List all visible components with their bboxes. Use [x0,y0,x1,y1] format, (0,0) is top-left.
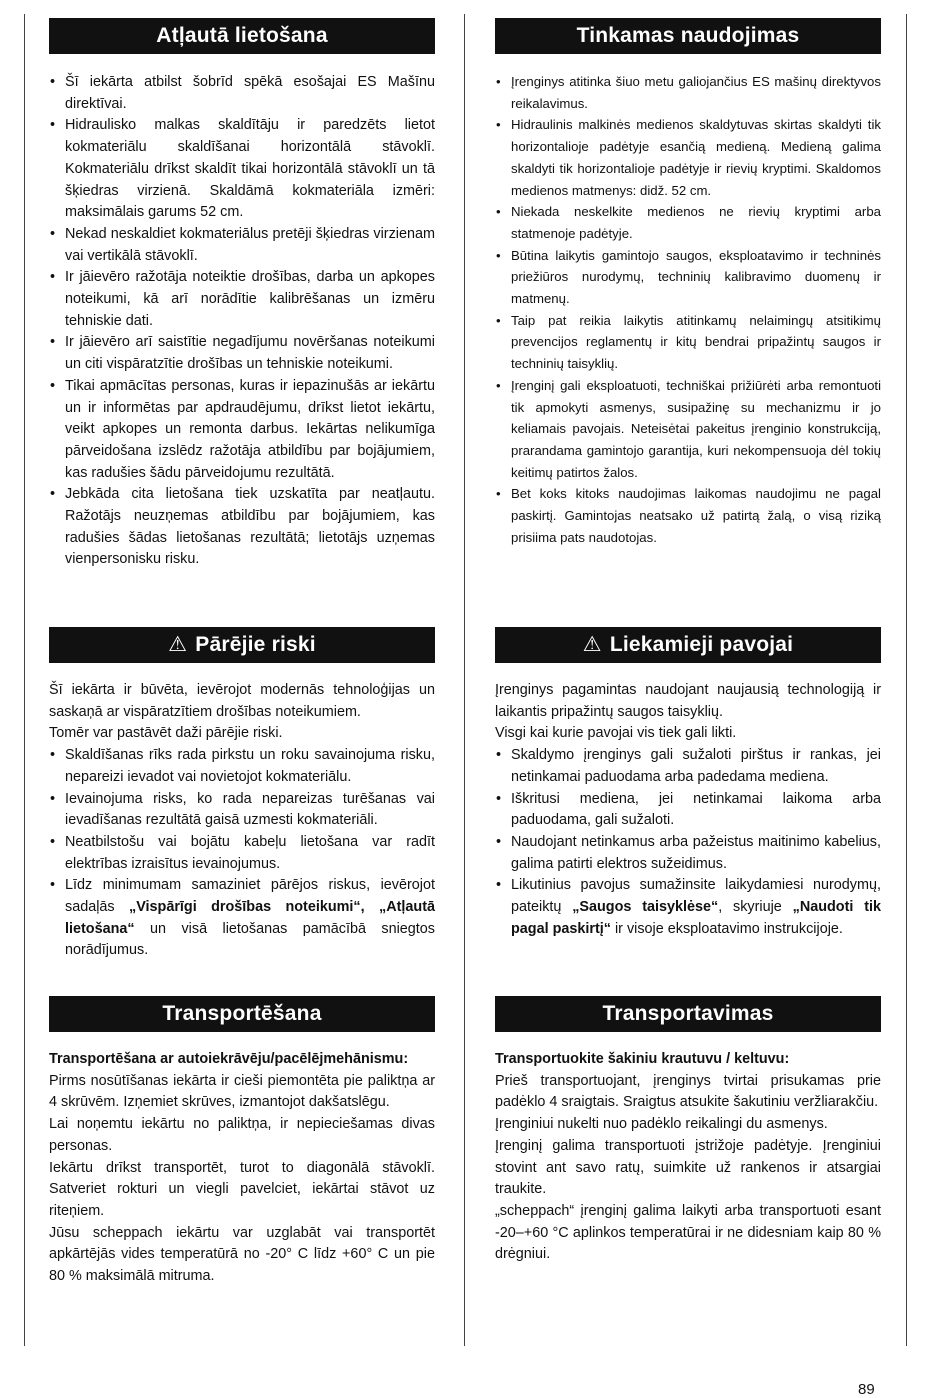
list-item: • Taip pat reikia laikytis atitinkamų nelaimingų atsitikimų prevencijos reglamentų ir kitų bendrai pripažintų saugos ir techninių taisyklių. [495,310,881,375]
intro-paragraph: Visgi kai kurie pavojai vis tiek gali likti. [495,725,737,742]
bold-reference: „Naudoti tik pagal paskirtį“ [511,899,881,937]
intro-paragraph: Šī iekārta ir būvēta, ievērojot modernās tehnoloģijas un saskaņā ar vispāratzītiem drošības noteikumiem. [49,682,435,720]
intro-paragraph: Įrenginys pagamintas naudojant naujausią technologiją ir laikantis pripažintų saugos taisyklių. [495,682,881,720]
bullet-list [49,72,435,571]
text-run: , skyriuje [718,899,793,916]
paragraph: Prieš transportuojant, įrenginys tvirtai prisukamas prie padėklo 4 sraigtais. Sraigtus atsukite šakutiniu veržliarakčiu. [495,1072,881,1111]
warning-triangle-icon: ⚠ [582,633,602,656]
text-run: Līdz minimumam samaziniet pārējos riskus, ievērojot sadaļās [65,877,435,916]
bullet-list [495,71,881,548]
section-heading-text: Pārējie riski [195,633,316,656]
list-item: • Hidraulinis malkinės medienos skaldytuvas skirtas skaldyti tik horizontalioje padėtyje esančią medieną. Medieną galima skaldyti tik horizontalioje padėtyje ir rievių kryptimi. Skaldomos medienos matmenys: didž. 52 cm. [495,114,881,201]
list-item: • Įrenginys atitinka šiuo metu galiojančius ES mašinų direktyvos reikalavimus. [495,71,881,114]
paragraph: Įrenginį galima transportuoti įstrižoje padėtyje. Įrenginiui stovint ant savo ratų, suimkite už rankenos ir atsargiai traukite. [495,1137,881,1198]
list-item [495,875,881,940]
bold-reference: „Vispārīgi drošības noteikumi“, „Atļautā lietošana“ [65,899,435,937]
text-run: ir visoje eksploatavimo instrukcijoje. [610,920,843,937]
paragraph: Pirms nosūtīšanas iekārta ir cieši piemontēta pie paliktņa ar 4 skrūvēm. Izņemiet skrūves, izmantojot dakšatslēgu. [49,1072,435,1111]
list-item: • Skaldīšanas rīks rada pirkstu un roku savainojuma risku, nepareizi ievadot vai novietojot kokmateriālu. [49,745,435,788]
list-item: • Nekad neskaldiet kokmateriālus pretēji šķiedras virzienam vai vertikālā stāvoklī. [49,224,435,267]
section-liekamieji-pavojai [495,627,881,940]
text-run: Likutinius pavojus sumažinsite laikydamiesi nurodymų, pateiktų [511,877,881,916]
section-transportesana [49,996,435,1288]
list-item: • Naudojant netinkamus arba pažeistus maitinimo kabelius, galima patirti elektros sužeidimus. [495,832,881,875]
list-item: • Jebkāda cita lietošana tiek uzskatīta par neatļautu. Ražotājs neuzņemas atbildību par bojājumiem, kas radušies šādas lietošanas rezultātā; lietotājs uzņemas vienpersonisku risku. [49,484,435,571]
subheading: Transportēšana ar autoiekrāvēju/pacēlējmehānismu: [49,1051,409,1067]
list-item: • Įrenginį gali eksploatuoti, techniškai prižiūrėti arba remontuoti tik apmokyti asmenys, susipažinę su mechanizmu ir jo keliamais pavojais. Neteisėtai pakeitus įrenginio konstrukciją, prarandama gamintojo garantija, kuri nekompensuoja dėl tokių keitimų patirtos žalos. [495,375,881,484]
paragraph: Jūsu scheppach iekārtu var uzglabāt vai transportēt apkārtējās vides temperatūrā no -20° C līdz +60° C un pie 80 % maksimālā mitruma. [49,1224,435,1285]
section-heading: Transportavimas [495,996,881,1032]
list-item: • Ir jāievēro ražotāja noteiktie drošības, darba un apkopes noteikumi, kā arī norādītie kalibrēšanas un izmēru tehniskie dati. [49,267,435,332]
section-transportavimas [495,996,881,1266]
left-margin-rule [24,14,25,1346]
section-heading [495,627,881,663]
bullet-list [495,745,881,940]
section-tinkamas-naudojimas [495,18,881,548]
list-item: • Skaldymo įrenginys gali sužaloti pirštus ir rankas, jei netinkamai paduodama arba padedama mediena. [495,745,881,788]
section-heading: Atļautā lietošana [49,18,435,54]
right-margin-rule [906,14,907,1346]
intro-paragraph: Tomēr var pastāvēt daži pārējie riski. [49,725,283,742]
list-item: • Hidraulisko malkas skaldītāju ir paredzēts lietot kokmateriālu skaldīšanai horizontālā stāvoklī. Kokmateriālu drīkst skaldīt tikai horizontālā stāvoklī un tā šķiedras virzienā. Skaldāmā kokmateriāla izmēri: maksimālais garums 52 cm. [49,115,435,224]
list-item: • Šī iekārta atbilst šobrīd spēkā esošajai ES Mašīnu direktīvai. [49,72,435,115]
paragraph: „scheppach“ įrenginį galima laikyti arba transportuoti esant -20–+60 °C aplinkos temperatūrai ir ne didesniam kaip 80 % drėgniui. [495,1202,881,1263]
paragraph: Iekārtu drīkst transportēt, turot to diagonālā stāvoklī. Satveriet rokturi un viegli pavelciet, iekārtai stāvot uz riteņiem. [49,1159,435,1219]
subheading: Transportuokite šakiniu krautuvu / keltuvu: [495,1051,790,1067]
section-heading: Transportēšana [49,996,435,1032]
page-number: 89 [858,1381,875,1398]
section-heading-text: Liekamieji pavojai [609,633,794,656]
center-column-rule [464,14,465,1346]
paragraph: Įrenginiui nukelti nuo padėklo reikalingi du asmenys. [495,1116,828,1133]
list-item: • Neatbilstošu vai bojātu kabeļu lietošana var radīt elektrības izraisītus ievainojumus. [49,832,435,875]
list-item: • Iškritusi mediena, jei netinkamai laikoma arba paduodama, gali sužaloti. [495,789,881,832]
paragraph: Lai noņemtu iekārtu no paliktņa, ir nepieciešamas divas personas. [49,1116,435,1154]
section-parejie-riski [49,627,435,962]
section-atlauta-lietosana [49,18,435,571]
list-item [49,875,435,962]
bullet-list [49,745,435,962]
warning-triangle-icon: ⚠ [168,633,188,656]
bold-reference: „Saugos taisyklėse“ [572,899,719,916]
list-item: • Niekada neskelkite medienos ne rievių kryptimi arba statmenoje padėtyje. [495,201,881,244]
text-run: un visā lietošanas pamācībā sniegtos norādījumus. [65,920,435,959]
section-heading: Tinkamas naudojimas [495,18,881,54]
list-item: • Bet koks kitoks naudojimas laikomas naudojimu ne pagal paskirtį. Gamintojas neatsako už patirtą žalą, o visą riziką prisiima pats naudotojas. [495,483,881,548]
list-item: • Ievainojuma risks, ko rada nepareizas turēšanas vai ievadīšanas rezultātā gaisā uzmesti kokmateriāli. [49,789,435,832]
list-item: • Ir jāievēro arī saistītie negadījumu novēršanas noteikumi un citi vispāratzītie drošības un tehniskie noteikumi. [49,332,435,375]
list-item: • Būtina laikytis gamintojo saugos, eksploatavimo ir techninės priežiūros nurodymų, techninių kalibravimo duomenų ir matmenų. [495,245,881,310]
list-item: • Tikai apmācītas personas, kuras ir iepazinušās ar iekārtu un ir informētas par apdraudējumu, drīkst lietot iekārtu, veikt apkopes un remonta darbus. Iekārtas nelikumīga pārveidošana izslēdz ražotāja atbildību par bojājumiem, kas radušies šādu pārveidojumu rezultātā. [49,376,435,485]
section-heading [49,627,435,663]
